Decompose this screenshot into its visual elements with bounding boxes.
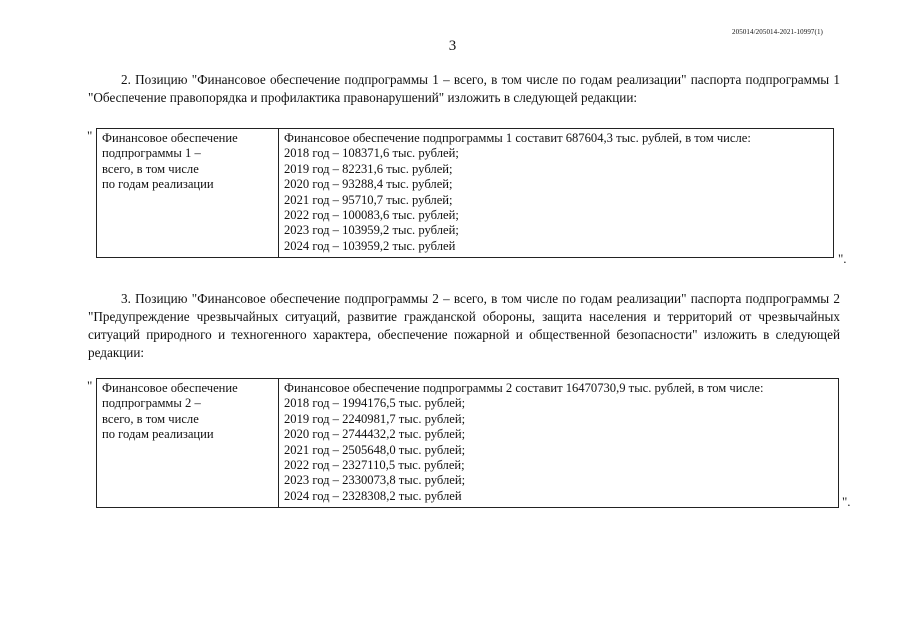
label-cell (97, 129, 279, 258)
section-3-open-quote: " (87, 378, 93, 393)
label-line: подпрограммы 1 – (102, 146, 201, 161)
label-line: Финансовое обеспечение (102, 131, 238, 145)
value-line: 2023 год – 103959,2 тыс. рублей; (284, 223, 459, 238)
label-line: всего, в том числе (102, 161, 199, 176)
label-cell (97, 379, 279, 508)
value-line: 2024 год – 103959,2 тыс. рублей (284, 238, 456, 253)
value-cell (279, 379, 839, 508)
value-line: 2022 год – 100083,6 тыс. рублей; (284, 208, 459, 223)
page-number: 3 (448, 38, 457, 54)
section-2-close-quote: ". (838, 251, 847, 266)
value-cell (279, 129, 834, 258)
table-row (97, 379, 839, 508)
value-line: 2020 год – 93288,4 тыс. рублей; (284, 177, 453, 192)
value-line: Финансовое обеспечение подпрограммы 1 составит 687604,3 тыс. рублей, в том числе: (284, 131, 751, 145)
section-2-paragraph: 2. Позицию "Финансовое обеспечение подпрограммы 1 – всего, в том числе по годам реализации" паспорта подпрограммы 1 "Обеспечение правопорядка и профилактика правонарушений" изложить в следующей редакции: (88, 72, 840, 105)
value-line: 2021 год – 2505648,0 тыс. рублей; (284, 442, 466, 457)
section-2-table (96, 128, 834, 258)
label-line: подпрограммы 2 – (102, 396, 201, 411)
value-line: 2023 год – 2330073,8 тыс. рублей; (284, 473, 466, 488)
label-line: Финансовое обеспечение (102, 381, 238, 395)
section-3-close-quote: ". (842, 494, 851, 509)
section-2-open-quote: " (87, 128, 93, 143)
value-line: 2024 год – 2328308,2 тыс. рублей (284, 488, 462, 503)
label-line: по годам реализации (102, 427, 214, 442)
label-line: по годам реализации (102, 177, 214, 192)
label-line: всего, в том числе (102, 411, 199, 426)
value-line: Финансовое обеспечение подпрограммы 2 составит 16470730,9 тыс. рублей, в том числе: (284, 381, 764, 395)
value-line: 2018 год – 108371,6 тыс. рублей; (284, 146, 459, 161)
value-line: 2019 год – 2240981,7 тыс. рублей; (284, 411, 466, 426)
value-line: 2020 год – 2744432,2 тыс. рублей; (284, 427, 466, 442)
value-line: 2019 год – 82231,6 тыс. рублей; (284, 161, 453, 176)
document-id: 205014/205014-2021-10997(1) (732, 28, 823, 36)
value-line: 2022 год – 2327110,5 тыс. рублей; (284, 458, 465, 473)
value-line: 2018 год – 1994176,5 тыс. рублей; (284, 396, 466, 411)
value-line: 2021 год – 95710,7 тыс. рублей; (284, 192, 453, 207)
section-3-paragraph: 3. Позицию "Финансовое обеспечение подпрограммы 2 – всего, в том числе по годам реализации" паспорта подпрограммы 2 "Предупреждение чрезвычайных ситуаций, развитие гражданской обороны, защита населения и территорий от чрезвычайных ситуаций природного и техногенного характера, обеспечение пожарной и общественной безопасности" изложить в следующей редакции: (88, 291, 840, 360)
section-3-table (96, 378, 839, 508)
table-row (97, 129, 834, 258)
